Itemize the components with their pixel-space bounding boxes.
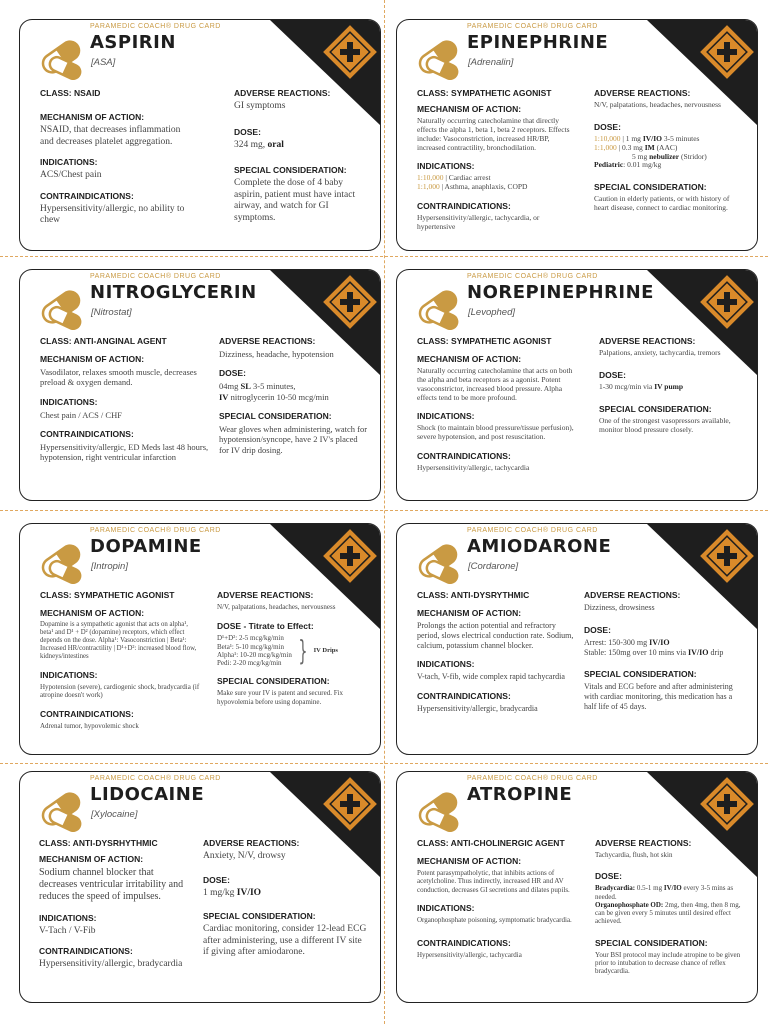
indications-text: 1:10,000 | Cardiac arrest 1:1,000 | Asthma, anaphlaxis, COPD	[417, 173, 528, 192]
card-brand-label: PARAMEDIC COACH® DRUG CARD	[467, 23, 598, 30]
dose-heading: DOSE:	[219, 368, 246, 379]
pill-capsule-icon	[36, 34, 86, 80]
drug-name: DOPAMINE	[90, 536, 202, 557]
indications-heading: INDICATIONS:	[417, 902, 475, 913]
drug-brand-name: [Levophed]	[468, 307, 516, 318]
dose-heading: DOSE:	[203, 874, 230, 885]
dose-heading: DOSE:	[584, 624, 611, 635]
drug-name: NITROGLYCERIN	[90, 282, 257, 303]
drug-name: ASPIRIN	[90, 32, 176, 53]
drug-class: CLASS: ANTI-DYSRHYTHMIC	[39, 838, 158, 848]
dose-heading: DOSE:	[599, 369, 626, 380]
special-consideration-text: Wear gloves when administering, watch for hypotension/syncope, have 2 IV's placed for IV drip dosing.	[219, 424, 368, 455]
pill-capsule-icon	[413, 786, 463, 832]
dose-text: 1 mg/kg IV/IO	[203, 887, 262, 898]
pill-capsule-icon	[413, 538, 463, 584]
indications-heading: INDICATIONS:	[40, 670, 98, 681]
mechanism-heading: MECHANISM OF ACTION:	[40, 112, 145, 122]
contraindications-heading: CONTRAINDICATIONS:	[39, 946, 133, 957]
indications-text: ACS/Chest pain	[40, 170, 102, 181]
card-brand-label: PARAMEDIC COACH® DRUG CARD	[467, 527, 598, 534]
drug-brand-name: [ASA]	[91, 57, 116, 68]
adverse-reactions-heading: ADVERSE REACTIONS:	[584, 590, 681, 600]
mechanism-heading: MECHANISM OF ACTION:	[417, 608, 522, 618]
adverse-reactions-heading: ADVERSE REACTIONS:	[203, 838, 300, 848]
adverse-reactions-heading: ADVERSE REACTIONS:	[219, 336, 316, 346]
drug-card-amiodarone	[396, 523, 758, 755]
drug-card-norepinephrine	[396, 269, 758, 501]
mechanism-heading: MECHANISM OF ACTION:	[40, 354, 145, 364]
dose-heading: DOSE - Titrate to Effect:	[217, 621, 314, 632]
mechanism-text: Potent parasympatholytic, that inhibits actions of acetylcholine. Thus indirectly, increased HR and AV conduction, decreases GI secretions and dilates pupils.	[417, 869, 570, 894]
pill-capsule-icon	[36, 284, 86, 330]
indications-text: Chest pain / ACS / CHF	[40, 409, 122, 420]
indications-heading: INDICATIONS:	[417, 161, 475, 172]
dose-heading: DOSE:	[594, 121, 621, 132]
adverse-reactions-heading: ADVERSE REACTIONS:	[234, 88, 331, 98]
special-consideration-text: Caution in elderly patients, or with history of heart disease, connect to cardiac monitoring.	[594, 194, 730, 213]
iv-drips-label: IV Drips	[313, 647, 338, 655]
mechanism-text: Naturally occurring catecholamine that directly effects the alpha 1, beta 1, beta 2 receptors. Effects include: Vasoconstriction, increased HR/BP, increased contractility, bronchodilation.	[417, 116, 570, 152]
card-brand-label: PARAMEDIC COACH® DRUG CARD	[467, 775, 598, 782]
indications-text: Organophosphate poisoning, symptomatic bradycardia.	[417, 915, 572, 924]
drug-class: CLASS: SYMPATHETIC AGONIST	[417, 336, 552, 346]
indications-heading: INDICATIONS:	[39, 912, 97, 923]
adverse-reactions-text: Palpations, anxiety, tachycardia, tremors	[599, 348, 721, 357]
drug-card-atropine	[396, 771, 758, 1003]
dose-heading: DOSE:	[595, 871, 622, 882]
card-brand-label: PARAMEDIC COACH® DRUG CARD	[90, 23, 221, 30]
card-brand-label: PARAMEDIC COACH® DRUG CARD	[90, 273, 221, 280]
drug-card-nitroglycerin	[19, 269, 381, 501]
special-consideration-heading: SPECIAL CONSIDERATION:	[594, 182, 707, 193]
dose-text: Bradycardia: 0.5-1 mg IV/IO every 3-5 mins as needed. Organophosphate OD: 2mg, then 4mg, then 8 mg, can be given every 5 minutes until desired effect achieved.	[595, 884, 741, 926]
dose-drip-rates: D¹+D²: 2-5 mcg/kg/min Beta¹: 5-10 mcg/kg/min Alpha¹: 10-20 mcg/kg/min Pedi: 2-20 mcg/kg/min	[217, 634, 292, 667]
contraindications-text: Hypersensitivity/allergic, ED Meds last 48 hours, hypotension, right ventricular infarction	[40, 442, 209, 463]
adverse-reactions-text: Anxiety, N/V, drowsy	[203, 851, 286, 861]
drug-card-aspirin	[19, 19, 381, 251]
contraindications-heading: CONTRAINDICATIONS:	[40, 429, 134, 440]
mechanism-text: Vasodilator, relaxes smooth muscle, decreases preload & oxygen demand.	[40, 367, 197, 388]
contraindications-text: Adrenal tumor, hypovolemic shock	[40, 721, 139, 730]
special-consideration-heading: SPECIAL CONSIDERATION:	[219, 411, 332, 422]
contraindications-heading: CONTRAINDICATIONS:	[417, 451, 511, 462]
special-consideration-heading: SPECIAL CONSIDERATION:	[599, 403, 712, 414]
mechanism-heading: MECHANISM OF ACTION:	[417, 104, 522, 114]
horizontal-cut-line	[0, 763, 768, 764]
drug-class: CLASS: ANTI-DYSRYTHMIC	[417, 590, 530, 600]
adverse-reactions-text: N/V, palpatations, headaches, nervousness	[594, 100, 721, 109]
drug-class: CLASS: ANTI-CHOLINERGIC AGENT	[417, 838, 565, 848]
contraindications-heading: CONTRAINDICATIONS:	[417, 691, 511, 701]
dose-drip-table	[217, 634, 367, 667]
drug-name: ATROPINE	[467, 784, 573, 805]
indications-heading: INDICATIONS:	[417, 659, 475, 670]
adverse-reactions-text: Tachycardia, flush, hot skin	[595, 851, 673, 859]
drug-card-dopamine	[19, 523, 381, 755]
indications-text: V-Tach / V-Fib	[39, 925, 96, 936]
drug-card-lidocaine	[19, 771, 381, 1003]
dose-text: Arrest: 150-300 mg IV/IO Stable: 150mg over 10 mins via IV/IO drip	[584, 637, 724, 657]
contraindications-heading: CONTRAINDICATIONS:	[417, 938, 511, 948]
adverse-reactions-text: Dizziness, drowsiness	[584, 603, 655, 612]
card-brand-label: PARAMEDIC COACH® DRUG CARD	[467, 273, 598, 280]
dose-text: 324 mg, oral	[234, 139, 284, 150]
dose-text: 1-30 mcg/min via IV pump	[599, 381, 684, 391]
special-consideration-heading: SPECIAL CONSIDERATION:	[234, 165, 347, 176]
adverse-reactions-heading: ADVERSE REACTIONS:	[217, 590, 314, 600]
special-consideration-text: Your BSI protocol may include atropine to be given prior to intubation to decrease chance of reflex bradycardia.	[595, 950, 741, 975]
card-brand-label: PARAMEDIC COACH® DRUG CARD	[90, 527, 221, 534]
pill-capsule-icon	[413, 34, 463, 80]
contraindications-text: Hypersensitivity/allergic, no ability to chew	[40, 203, 185, 226]
indications-heading: INDICATIONS:	[417, 411, 475, 422]
indications-heading: INDICATIONS:	[40, 157, 98, 168]
contraindications-heading: CONTRAINDICATIONS:	[40, 190, 134, 201]
adverse-reactions-text: Dizziness, headache, hypotension	[219, 349, 334, 359]
special-consideration-heading: SPECIAL CONSIDERATION:	[203, 911, 316, 922]
drug-name: LIDOCAINE	[90, 784, 205, 805]
special-consideration-text: Make sure your IV is patent and secured. Fix hypovolemia before using dopamine.	[217, 689, 344, 706]
drug-brand-name: [Adrenalin]	[468, 57, 514, 68]
adverse-reactions-heading: ADVERSE REACTIONS:	[595, 838, 692, 848]
indications-text: V-tach, V-fib, wide complex rapid tachycardia	[417, 672, 565, 682]
adverse-reactions-text: N/V, palpatations, headaches, nervousness	[217, 603, 336, 611]
drug-class: CLASS: SYMPATHETIC AGONIST	[40, 590, 175, 600]
special-consideration-heading: SPECIAL CONSIDERATION:	[595, 937, 708, 948]
adverse-reactions-heading: ADVERSE REACTIONS:	[594, 88, 691, 98]
contraindications-text: Hypersensitivity/allergic, tachycardia, or hypertensive	[417, 213, 540, 231]
drug-name: AMIODARONE	[467, 536, 612, 557]
mechanism-text: Naturally occurring catecholamine that acts on both the alpha and beta receptors as a agonist. Potent vasoconstrictor, increased blood pressure. Alpha effects tend to be more profound.	[417, 366, 573, 402]
drug-brand-name: [Xylocaine]	[91, 809, 138, 820]
mechanism-heading: MECHANISM OF ACTION:	[417, 856, 522, 866]
contraindications-text: Hypersensitivity/allergic, tachycardia	[417, 951, 522, 959]
drug-name: EPINEPHRINE	[467, 32, 609, 53]
drug-brand-name: [Intropin]	[91, 561, 128, 572]
pill-capsule-icon	[413, 284, 463, 330]
contraindications-text: Hypersensitivity/allergic, tachycardia	[417, 463, 530, 473]
brace-icon: }	[298, 633, 308, 667]
mechanism-heading: MECHANISM OF ACTION:	[40, 608, 145, 618]
mechanism-heading: MECHANISM OF ACTION:	[417, 354, 522, 364]
indications-text: Shock (to maintain blood pressure/tissue perfusion), severe hypotension, and post resuscitation.	[417, 423, 574, 442]
dose-text: 04mg SL 3-5 minutes, IV nitroglycerin 10-50 mcg/min	[219, 381, 329, 402]
drug-class: CLASS: SYMPATHETIC AGONIST	[417, 88, 552, 98]
drug-class: CLASS: ANTI-ANGINAL AGENT	[40, 336, 167, 346]
mechanism-text: NSAID, that decreases inflammation and decreases platelet aggregation.	[40, 125, 181, 147]
drug-class: CLASS: NSAID	[40, 88, 101, 98]
pill-capsule-icon	[36, 786, 86, 832]
vertical-cut-line	[384, 0, 385, 1024]
contraindications-heading: CONTRAINDICATIONS:	[417, 201, 511, 212]
drug-card-epinephrine	[396, 19, 758, 251]
mechanism-text: Prolongs the action potential and refractory period, slows electrical conduction rate. Sodium, calcium, potassium channel blocker.	[417, 621, 574, 650]
pill-capsule-icon	[36, 538, 86, 584]
adverse-reactions-heading: ADVERSE REACTIONS:	[599, 336, 696, 346]
contraindications-text: Hypersensitivity/allergic, bradycardia	[39, 959, 183, 970]
dose-heading: DOSE:	[234, 126, 261, 137]
mechanism-text: Sodium channel blocker that decreases ventricular irritability and reduces the speed of impulses.	[39, 867, 184, 903]
drug-brand-name: [Nitrostat]	[91, 307, 132, 318]
contraindications-text: Hypersensitivity/allergic, bradycardia	[417, 704, 538, 713]
special-consideration-heading: SPECIAL CONSIDERATION:	[217, 676, 330, 687]
drug-brand-name: [Cordarone]	[468, 561, 519, 572]
special-consideration-text: Vitals and ECG before and after administering with cardiac monitoring, this medication has a half life of 45 days.	[584, 682, 733, 711]
special-consideration-text: Cardiac monitoring, consider 12-lead ECG after administering, use a different IV site if giving after amiodarone.	[203, 924, 367, 958]
mechanism-heading: MECHANISM OF ACTION:	[39, 854, 144, 864]
indications-text: Hypotension (severe), cardiogenic shock, bradycardia (if atropine doesn't work)	[40, 683, 200, 700]
special-consideration-text: Complete the dose of 4 baby aspirin, patient must have intact airway, and watch for GI symptoms.	[234, 178, 356, 223]
card-brand-label: PARAMEDIC COACH® DRUG CARD	[90, 775, 221, 782]
mechanism-text: Dopamine is a sympathetic agonist that acts on alpha¹, beta¹ and D¹ + D² (dopamine) receptors, which effect depends on the dose. Alpha¹: Vasoconstriction | Beta¹: Increased HR/contractility | D¹+D²: increased blood flow, kidneys/intestines	[40, 621, 197, 661]
dose-text: 1:10,000 | 1 mg IV/IO 3-5 minutes 1:1,000 | 0.3 mg IM (AAC) 5 mg nebulizer (Stridor) Pediatric: 0.01 mg/kg	[594, 133, 707, 170]
horizontal-cut-line	[0, 510, 768, 511]
indications-heading: INDICATIONS:	[40, 396, 98, 407]
contraindications-heading: CONTRAINDICATIONS:	[40, 708, 134, 719]
special-consideration-heading: SPECIAL CONSIDERATION:	[584, 669, 697, 680]
special-consideration-text: One of the strongest vasopressors available, monitor blood pressure closely.	[599, 415, 731, 434]
drug-name: NOREPINEPHRINE	[467, 282, 654, 303]
adverse-reactions-text: GI symptoms	[234, 101, 286, 111]
horizontal-cut-line	[0, 256, 768, 257]
